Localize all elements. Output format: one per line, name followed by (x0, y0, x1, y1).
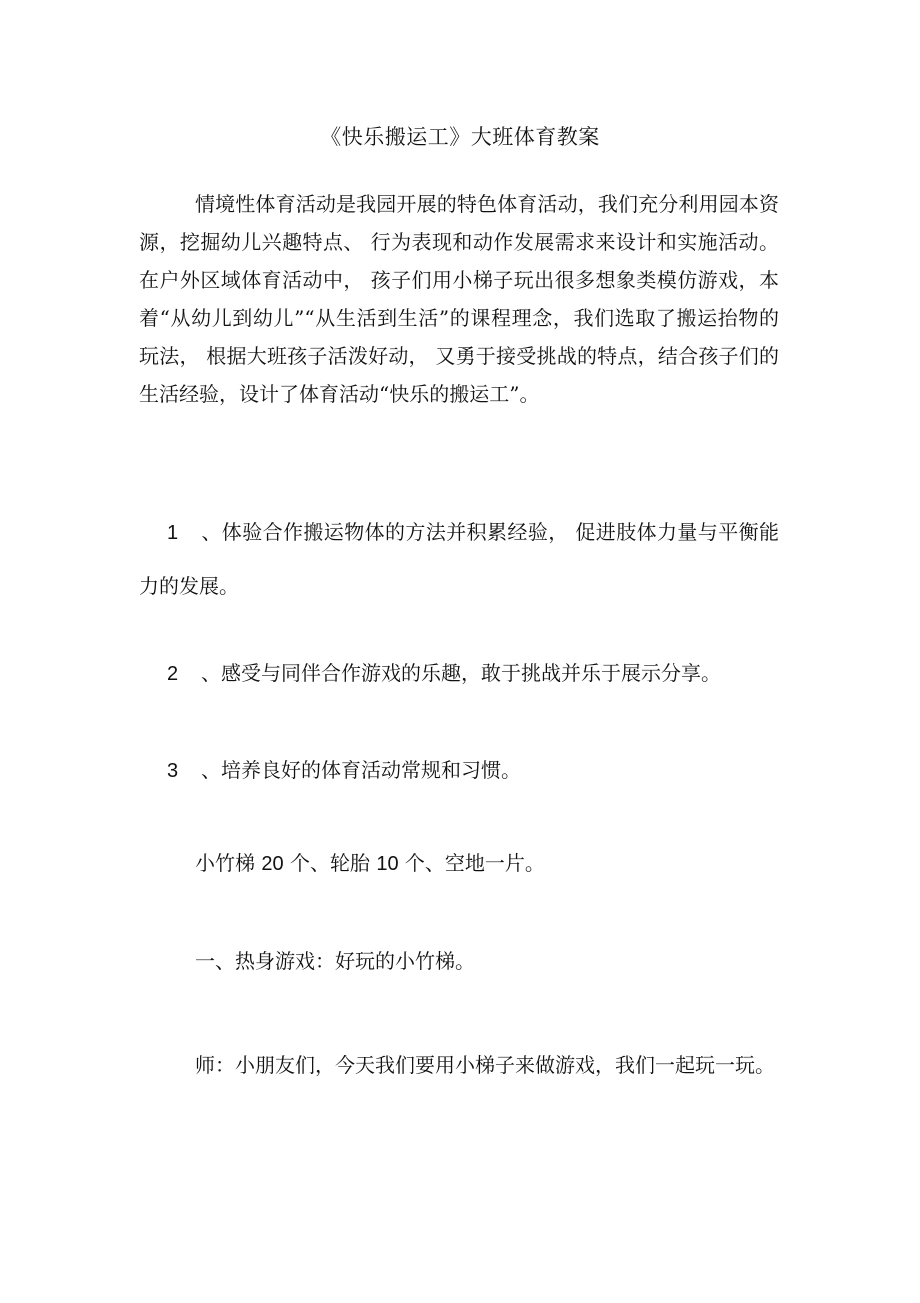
prep-text-2: 个、轮胎 (283, 851, 377, 875)
goal-text: 、感受与同伴合作游戏的乐趣，敢于挑战并乐于展示分享。 (201, 661, 721, 685)
goal-number: 2 (167, 663, 179, 685)
preparation-line (195, 844, 835, 883)
teacher-dialog: 师：小朋友们，今天我们要用小梯子来做游戏，我们一起玩一玩。 (195, 1053, 775, 1077)
goal-number: 3 (167, 760, 179, 782)
goal-item-1 (139, 506, 779, 613)
prep-text-1: 小竹梯 (195, 851, 262, 875)
prep-text-3: 个、空地一片。 (398, 851, 545, 875)
goal-number: 1 (167, 522, 179, 544)
goal-text: 、培养良好的体育活动常规和习惯。 (201, 758, 521, 782)
step-heading-1: 一、热身游戏：好玩的小竹梯。 (195, 949, 475, 973)
prep-number-1: 20 (261, 853, 284, 875)
prep-number-2: 10 (376, 853, 399, 875)
goal-item-2 (139, 654, 779, 693)
goal-text: 、体验合作搬运物体的方法并积累经验， 促进肢体力量与平衡能力的发展。 (139, 520, 779, 598)
intro-paragraph: 情境性体育活动是我园开展的特色体育活动，我们充分利用园本资源，挖掘幼儿兴趣特点、 行为表现和动作发展需求来设计和实施活动。在户外区域体育活动中， 孩子们用小梯子玩出很多想象类模仿游戏，本着“从幼儿到幼儿”“从生活到生活”的课程理念，我们选取了搬运抬物的玩法， 根据大班孩子活泼好动， 又勇于接受挑战的特点，结合孩子们的生活经验，设计了体育活动“快乐的搬运工”。 (139, 192, 779, 406)
page-title: 《快乐搬运工》大班体育教案 (320, 125, 600, 149)
goal-item-3 (139, 751, 779, 790)
